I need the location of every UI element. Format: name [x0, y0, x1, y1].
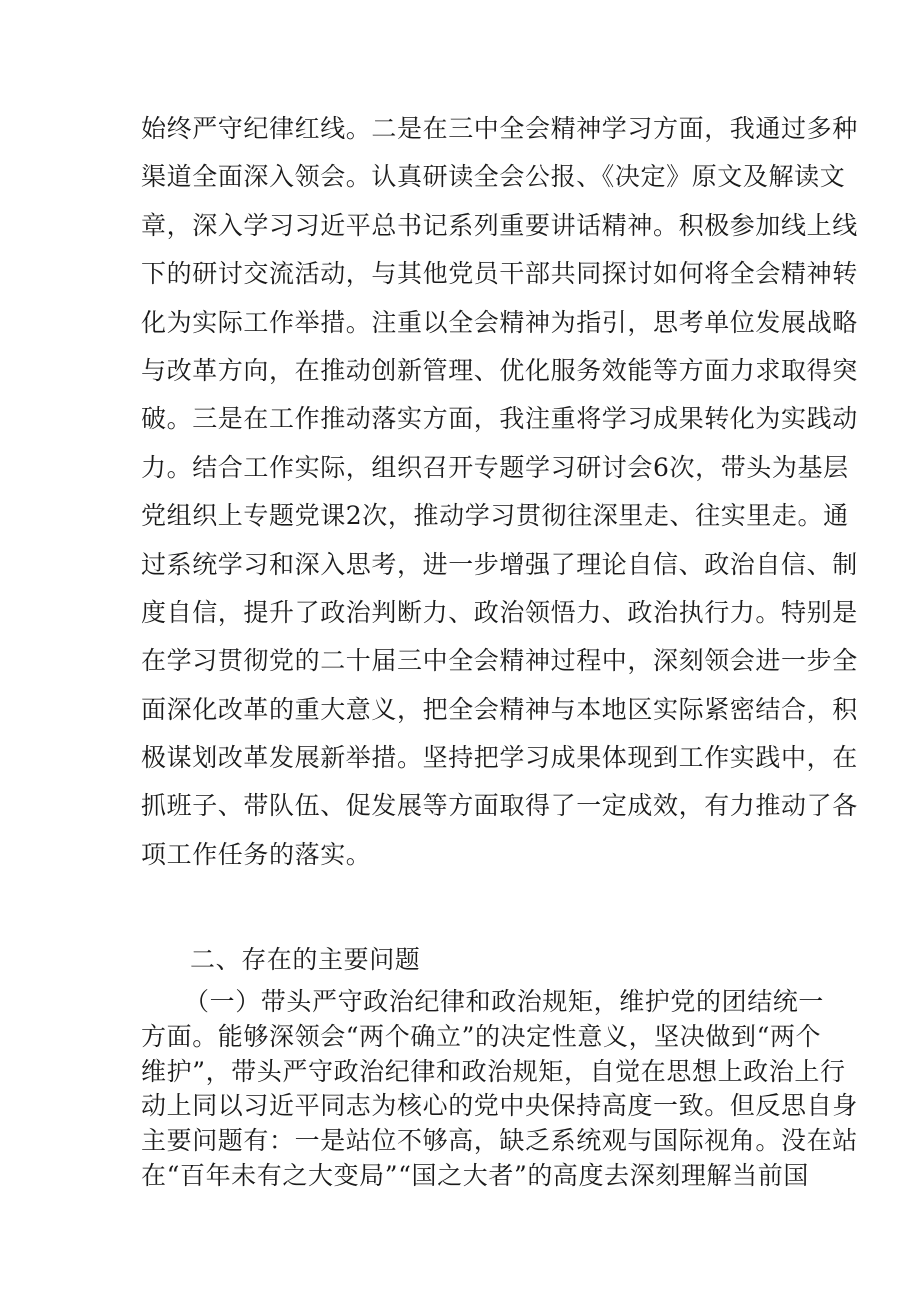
text-line: 过系统学习和深入思考，进一步增强了理论自信、政治自信、制: [141, 549, 858, 579]
text-line: 动上同以习近平同志为核心的党中央保持高度一致。但反思自身: [141, 1091, 858, 1121]
text-line: 渠道全面深入领会。认真研读全会公报、《决定》原文及解读文: [141, 162, 846, 192]
text-line: 化为实际工作举措。注重以全会精神为指引，思考单位发展战略: [141, 307, 858, 337]
paragraph-political-discipline: [141, 985, 858, 1194]
section-heading: 二、存在的主要问题: [190, 945, 421, 974]
text-line: 下的研讨交流活动，与其他党员干部共同探讨如何将全会精神转: [141, 259, 858, 289]
text-line: 极谋划改革发展新举措。坚持把学习成果体现到工作实践中，在: [141, 743, 858, 773]
text-line: 主要问题有：一是站位不够高，缺乏系统观与国际视角。没在站: [141, 1126, 858, 1156]
text-line: 方面。能够深领会“两个确立”的决定性意义，坚决做到“两个: [141, 1021, 822, 1051]
text-line: 始终严守纪律红线。二是在三中全会精神学习方面，我通过多种: [141, 114, 858, 143]
text-line: （一）带头严守政治纪律和政治规矩，维护党的团结统一: [184, 987, 825, 1016]
text-line: 度自信，提升了政治判断力、政治领悟力、政治执行力。特别是: [141, 597, 858, 627]
text-line: 党组织上专题党课2次，推动学习贯彻往深里走、往实里走。通: [141, 501, 849, 531]
text-line: 破。三是在工作推动落实方面，我注重将学习成果转化为实践动: [141, 404, 858, 434]
text-line: 与改革方向，在推动创新管理、优化服务效能等方面力求取得突: [141, 355, 858, 385]
text-line: 在学习贯彻党的二十届三中全会精神过程中，深刻领会进一步全: [141, 646, 858, 676]
text-line: 抓班子、带队伍、促发展等方面取得了一定成效，有力推动了各: [141, 791, 858, 821]
text-line: 章，深入学习习近平总书记系列重要讲话精神。积极参加线上线: [141, 210, 858, 240]
text-line: 在“百年未有之大变局”“国之大者”的高度去深刻理解当前国: [141, 1160, 809, 1190]
text-line: 力。结合工作实际，组织召开专题学习研讨会6次，带头为基层: [141, 452, 849, 482]
text-line: 维护”，带头严守政治纪律和政治规矩，自觉在思想上政治上行: [141, 1056, 846, 1086]
paragraph-study-implementation: [141, 105, 858, 879]
text-line: 项工作任务的落实。: [141, 839, 372, 869]
text-line: 面深化改革的重大意义，把全会精神与本地区实际紧密结合，积: [141, 694, 858, 724]
